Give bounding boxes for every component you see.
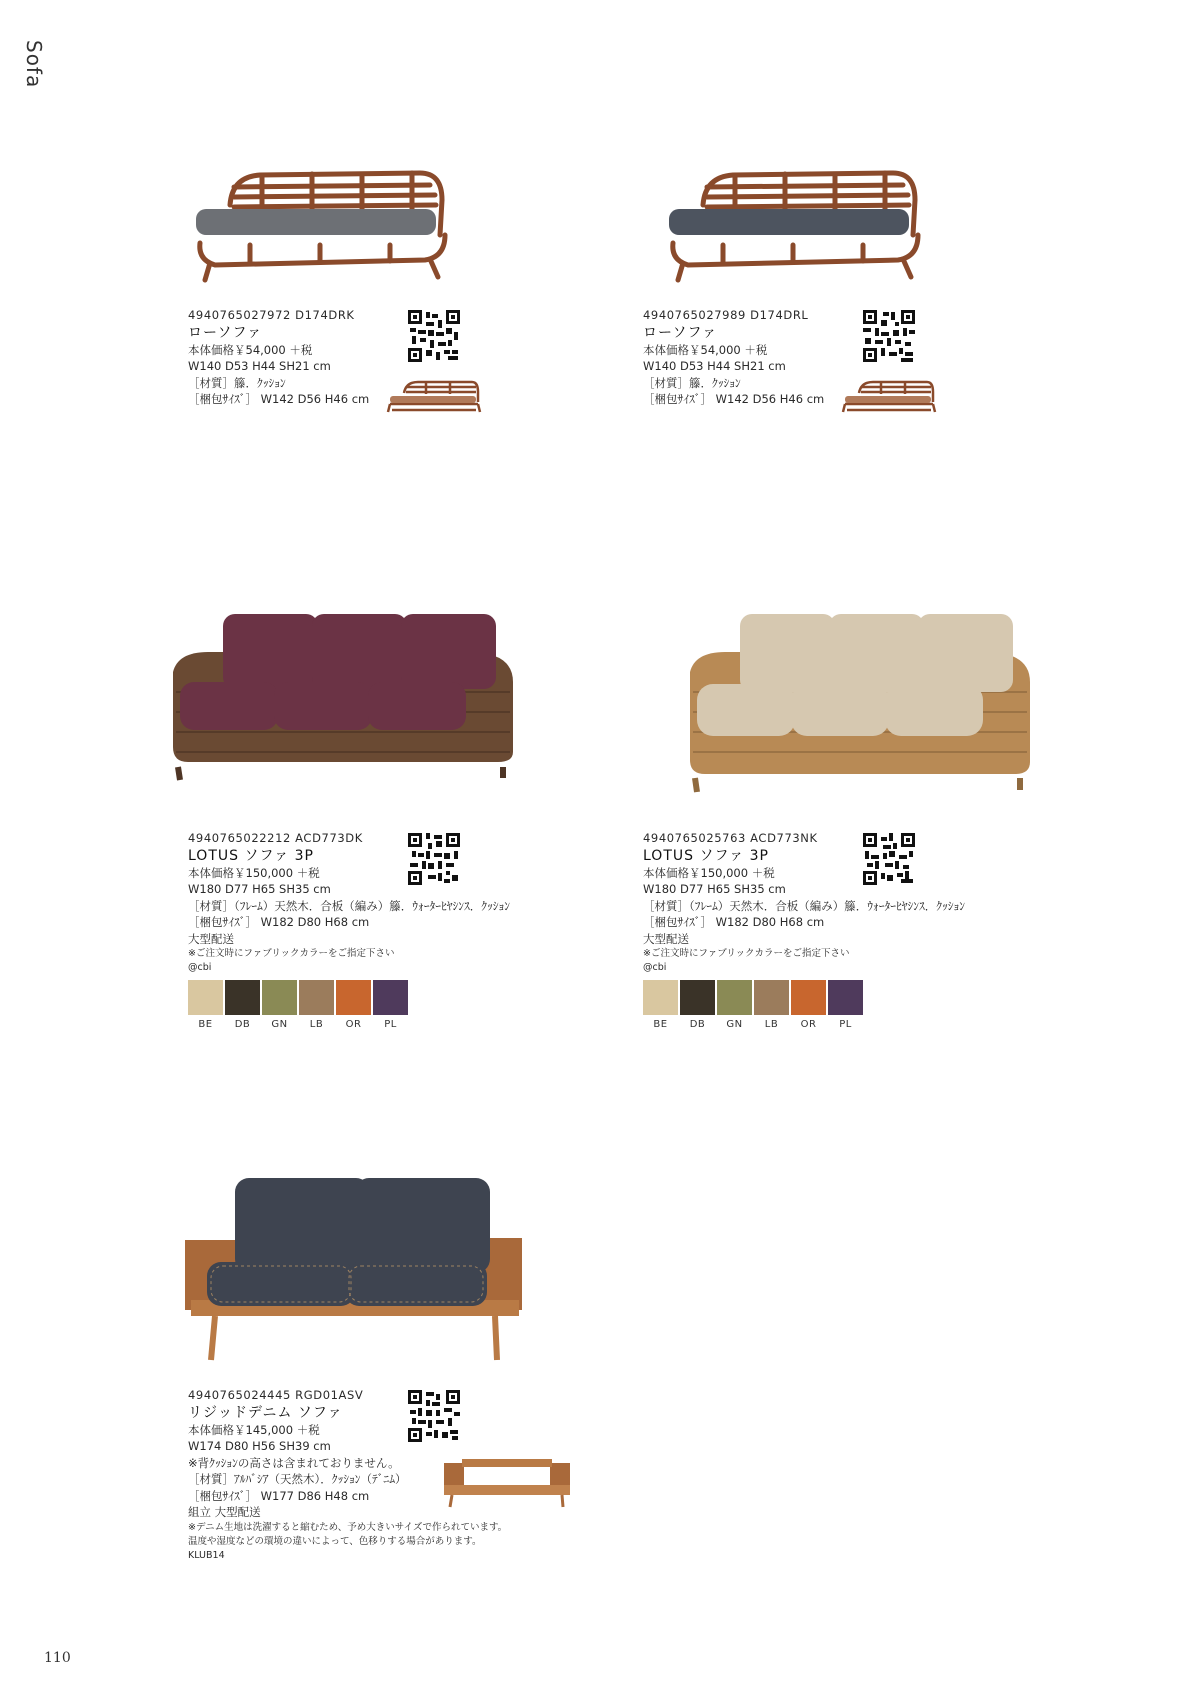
product-side-thumbnail: [386, 378, 482, 416]
swatch-chip: [225, 980, 260, 1015]
image-credit: @cbi: [643, 962, 667, 973]
page-number: 110: [44, 1650, 71, 1666]
product-name: LOTUS ソファ 3P: [188, 847, 314, 864]
product-frame-thumbnail: [442, 1455, 572, 1509]
product-price: 本体価格￥54,000 ＋税: [643, 342, 768, 357]
delivery-type: 大型配送: [643, 931, 689, 946]
qr-code-icon[interactable]: [863, 310, 915, 362]
swatch-gn[interactable]: [717, 980, 752, 1030]
product-name: LOTUS ソファ 3P: [643, 847, 769, 864]
denim-note: ※デニム生地は洗濯すると縮むため、予め大きいサイズで作られています。: [188, 1521, 508, 1533]
product-material: ［材質］（ﾌﾚｰﾑ）天然木．合板（編み）籐．ｳｫｰﾀｰﾋﾔｼﾝｽ．ｸｯｼｮﾝ: [188, 898, 510, 913]
swatch-db[interactable]: [225, 980, 260, 1030]
swatch-pl[interactable]: [373, 980, 408, 1030]
swatch-be[interactable]: [188, 980, 223, 1030]
product-code: 4940765027972 D174DRK: [188, 308, 355, 322]
seat-cushion: [669, 209, 909, 235]
swatch-chip: [791, 980, 826, 1015]
swatch-lb[interactable]: [299, 980, 334, 1030]
image-credit: @cbi: [188, 962, 212, 973]
product-material: ［材質］（ﾌﾚｰﾑ）天然木．合板（編み）籐．ｳｫｰﾀｰﾋﾔｼﾝｽ．ｸｯｼｮﾝ: [643, 898, 965, 913]
fabric-swatches: [643, 980, 863, 1030]
product-material: ［材質］籐．ｸｯｼｮﾝ: [643, 375, 741, 390]
swatch-label: GN: [271, 1019, 288, 1030]
product-photo: [190, 165, 450, 295]
delivery-type: 大型配送: [188, 931, 234, 946]
product-price: 本体価格￥150,000 ＋税: [643, 865, 775, 880]
swatch-label: GN: [726, 1019, 743, 1030]
swatch-or[interactable]: [791, 980, 826, 1030]
product-package-size: ［梱包ｻｲｽﾞ］ W182 D80 H68 cm: [188, 915, 370, 929]
swatch-or[interactable]: [336, 980, 371, 1030]
product-material: ［材質］ｱﾙﾊﾞｼｱ（天然木）．ｸｯｼｮﾝ（ﾃﾞﾆﾑ）: [188, 1472, 407, 1486]
product-side-thumbnail: [841, 378, 937, 416]
extra-code: KLUB14: [188, 1549, 225, 1561]
product-size: W174 D80 H56 SH39 cm: [188, 1439, 331, 1453]
product-code: 4940765024445 RGD01ASV: [188, 1388, 364, 1402]
swatch-label: PL: [384, 1019, 397, 1030]
product-code: 4940765027989 D174DRL: [643, 308, 809, 322]
swatch-gn[interactable]: [262, 980, 297, 1030]
product-name: リジッドデニム ソファ: [188, 1404, 343, 1421]
swatch-be[interactable]: [643, 980, 678, 1030]
swatch-chip: [299, 980, 334, 1015]
swatch-lb[interactable]: [754, 980, 789, 1030]
swatch-label: OR: [345, 1019, 362, 1030]
swatch-label: LB: [764, 1019, 779, 1030]
qr-code-icon[interactable]: [408, 833, 460, 885]
swatch-label: BE: [653, 1019, 668, 1030]
order-note: ※ご注文時にファブリックカラーをご指定下さい: [643, 948, 850, 959]
swatch-label: LB: [309, 1019, 324, 1030]
qr-code-icon[interactable]: [863, 833, 915, 885]
swatch-chip: [262, 980, 297, 1015]
fabric-swatches: [188, 980, 408, 1030]
product-code: 4940765025763 ACD773NK: [643, 831, 818, 845]
product-price: 本体価格￥150,000 ＋税: [188, 865, 320, 880]
order-note: ※ご注文時にファブリックカラーをご指定下さい: [188, 948, 395, 959]
product-code: 4940765022212 ACD773DK: [188, 831, 363, 845]
color-transfer-note: 温度や湿度などの環境の違いによって、色移りする場合があります。: [188, 1535, 482, 1547]
swatch-chip: [828, 980, 863, 1015]
product-size: W140 D53 H44 SH21 cm: [643, 359, 786, 373]
swatch-db[interactable]: [680, 980, 715, 1030]
swatch-label: DB: [234, 1019, 251, 1030]
swatch-pl[interactable]: [828, 980, 863, 1030]
section-title: Sofa: [22, 40, 46, 89]
product-package-size: ［梱包ｻｲｽﾞ］ W142 D56 H46 cm: [188, 392, 370, 406]
product-package-size: ［梱包ｻｲｽﾞ］ W182 D80 H68 cm: [643, 915, 825, 929]
product-price: 本体価格￥54,000 ＋税: [188, 342, 313, 357]
product-size: W180 D77 H65 SH35 cm: [643, 882, 786, 896]
swatch-chip: [336, 980, 371, 1015]
swatch-chip: [680, 980, 715, 1015]
delivery-type: 組立 大型配送: [188, 1505, 261, 1519]
product-price: 本体価格￥145,000 ＋税: [188, 1422, 320, 1437]
product-photo: [185, 1170, 525, 1365]
product-photo: [663, 165, 923, 295]
seat-cushion: [196, 209, 436, 235]
qr-code-icon[interactable]: [408, 1390, 460, 1442]
product-photo: [168, 612, 518, 782]
product-size: W180 D77 H65 SH35 cm: [188, 882, 331, 896]
product-material: ［材質］籐．ｸｯｼｮﾝ: [188, 375, 286, 390]
swatch-chip: [373, 980, 408, 1015]
product-package-size: ［梱包ｻｲｽﾞ］ W177 D86 H48 cm: [188, 1488, 370, 1503]
qr-code-icon[interactable]: [408, 310, 460, 362]
swatch-label: PL: [839, 1019, 852, 1030]
cushion-height-caution: ※背ｸｯｼｮﾝの高さは含まれておりません。: [188, 1455, 400, 1470]
product-package-size: ［梱包ｻｲｽﾞ］ W142 D56 H46 cm: [643, 392, 825, 406]
swatch-chip: [188, 980, 223, 1015]
swatch-label: DB: [689, 1019, 706, 1030]
product-name: ローソファ: [188, 324, 263, 341]
product-name: ローソファ: [643, 324, 718, 341]
swatch-chip: [643, 980, 678, 1015]
swatch-label: BE: [198, 1019, 213, 1030]
swatch-chip: [754, 980, 789, 1015]
product-size: W140 D53 H44 SH21 cm: [188, 359, 331, 373]
product-photo: [685, 612, 1035, 797]
swatch-label: OR: [800, 1019, 817, 1030]
swatch-chip: [717, 980, 752, 1015]
